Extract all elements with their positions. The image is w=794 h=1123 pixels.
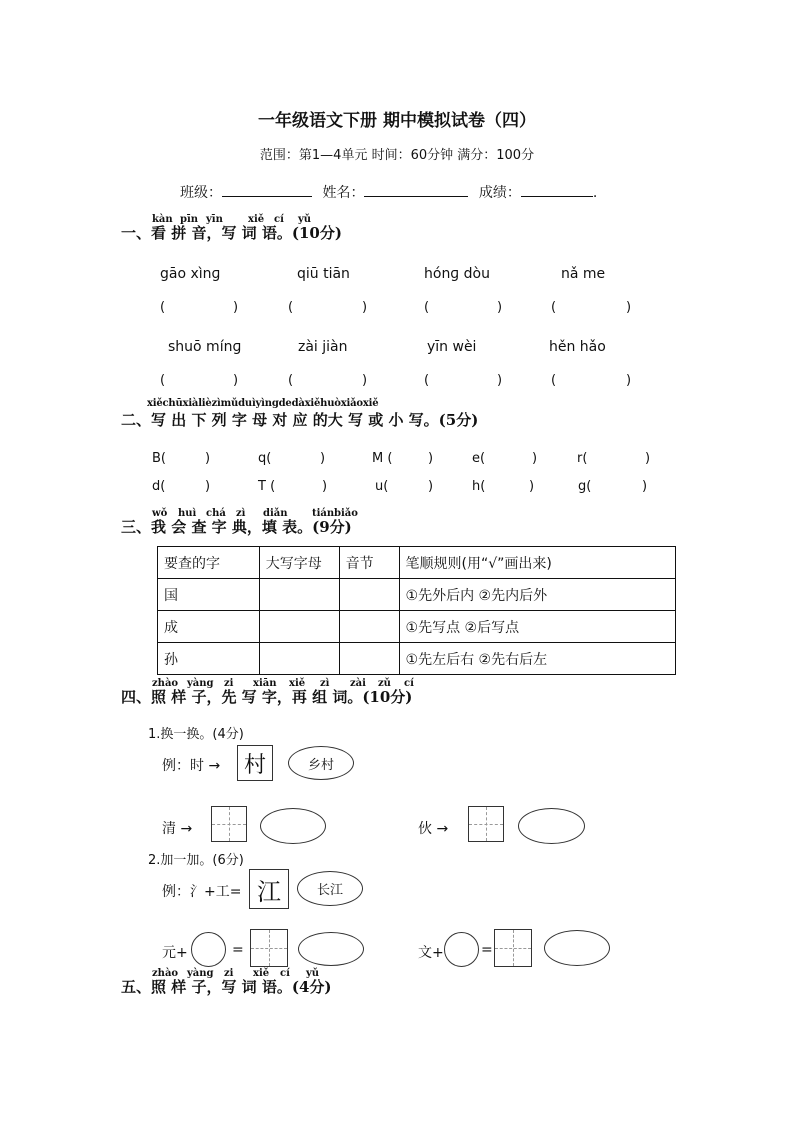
answer-oval[interactable] — [518, 808, 585, 844]
part-1-label: 1.换一换。(4分) — [148, 727, 244, 742]
answer-oval[interactable] — [298, 932, 364, 966]
heading-pinyin: zi — [224, 678, 234, 689]
exercise-item: 元+ — [162, 945, 188, 961]
heading-pinyin: yǔ — [298, 214, 312, 225]
letter-answer[interactable]: ) — [428, 479, 434, 494]
answer-paren-open: ( — [551, 300, 557, 315]
heading-pinyin: yīn — [206, 214, 223, 225]
answer-circle[interactable] — [191, 932, 226, 967]
writing-grid-box[interactable] — [468, 806, 504, 842]
heading-pinyin: xiěchūxiàlièzìmǔduìyìngdedàxiěhuòxiǎoxiě — [147, 398, 379, 409]
answer-paren-open: ( — [424, 373, 430, 388]
heading-pinyin: tián — [312, 508, 335, 519]
letter-answer[interactable]: ) — [322, 479, 328, 494]
example-char: 村 — [243, 752, 266, 778]
heading-pinyin: zì — [236, 508, 246, 519]
answer-oval[interactable] — [260, 808, 326, 844]
letter-answer[interactable]: ) — [645, 451, 651, 466]
exam-subtitle: 范围：第1—4单元 时间：60分钟 满分：100分 — [259, 148, 535, 163]
table-header-row — [158, 547, 676, 579]
heading-pinyin: zhào — [152, 968, 179, 979]
score-label: 成绩： — [478, 185, 521, 201]
table-cell-syllable[interactable] — [339, 643, 399, 675]
letter-answer[interactable]: ) — [532, 451, 538, 466]
heading-pinyin: zì — [320, 678, 330, 689]
table-cell-char: 成 — [158, 611, 260, 643]
example-char-box — [237, 745, 273, 781]
answer-paren-close[interactable]: ) — [362, 373, 368, 388]
example-char: 江 — [257, 877, 281, 906]
letter-item: h( — [472, 479, 486, 494]
equals-sign: = — [481, 942, 493, 958]
answer-paren-close[interactable]: ) — [497, 373, 503, 388]
heading-pinyin: wǒ — [152, 508, 168, 519]
letter-item: M ( — [372, 451, 393, 466]
heading-pinyin: zài — [350, 678, 366, 689]
letter-answer[interactable]: ) — [529, 479, 535, 494]
end-mark: . — [592, 185, 598, 201]
pinyin-item: qiū tiān — [297, 266, 350, 282]
table-row — [158, 611, 676, 643]
answer-paren-open: ( — [160, 373, 166, 388]
heading-pinyin: xiě — [289, 678, 306, 689]
heading-pinyin: diǎn — [263, 508, 288, 519]
heading-pinyin: cí — [280, 968, 290, 979]
part-2-label: 2.加一加。(6分) — [148, 853, 244, 868]
table-cell-stroke-rule[interactable]: ①先写点 ②后写点 — [399, 611, 675, 643]
heading-pinyin: zǔ — [378, 678, 391, 689]
section-4-heading: 四、照 样 子，先 写 字，再 组 词。(10分) — [121, 688, 413, 706]
section-2-heading: 二、写 出 下 列 字 母 对 应 的大 写 或 小 写。(5分) — [121, 411, 479, 429]
answer-paren-close[interactable]: ) — [497, 300, 503, 315]
heading-pinyin: xiě — [253, 968, 270, 979]
pinyin-item: nǎ me — [561, 266, 606, 282]
letter-item: u( — [375, 479, 389, 494]
pinyin-item: shuō mínɡ — [168, 339, 242, 355]
exercise-item: 伙 → — [418, 821, 449, 837]
letter-answer[interactable]: ) — [642, 479, 648, 494]
letter-item: B( — [152, 451, 166, 466]
example-prefix: 例：氵+工= — [162, 884, 242, 900]
table-header: 音节 — [339, 547, 399, 579]
answer-paren-close[interactable]: ) — [362, 300, 368, 315]
letter-answer[interactable]: ) — [205, 479, 211, 494]
answer-paren-open: ( — [551, 373, 557, 388]
name-label: 姓名： — [322, 185, 365, 201]
pinyin-item: gāo xìnɡ — [160, 266, 221, 282]
heading-pinyin: zhào — [152, 678, 179, 689]
answer-paren-open: ( — [160, 300, 166, 315]
class-field[interactable] — [222, 182, 312, 197]
section-1-heading: 一、看 拼 音，写 词 语。(10分) — [121, 224, 342, 242]
dictionary-table — [157, 546, 676, 675]
pinyin-item: hěn hǎo — [549, 339, 606, 355]
answer-paren-open: ( — [288, 373, 294, 388]
heading-pinyin: chá — [206, 508, 226, 519]
answer-paren-open: ( — [424, 300, 430, 315]
table-header: 要查的字 — [158, 547, 260, 579]
letter-answer[interactable]: ) — [320, 451, 326, 466]
name-field[interactable] — [364, 182, 468, 197]
writing-grid-box[interactable] — [250, 929, 288, 967]
answer-paren-close[interactable]: ) — [233, 373, 239, 388]
heading-pinyin: xiě — [248, 214, 265, 225]
heading-pinyin: cí — [274, 214, 284, 225]
score-field[interactable] — [521, 182, 593, 197]
table-cell-stroke-rule[interactable]: ①先左后右 ②先右后左 — [399, 643, 675, 675]
table-cell-char: 孙 — [158, 643, 260, 675]
table-cell-syllable[interactable] — [339, 611, 399, 643]
heading-pinyin: xiān — [253, 678, 277, 689]
heading-pinyin: kàn — [152, 214, 173, 225]
table-cell-capital[interactable] — [259, 643, 339, 675]
example-word-oval: 长江 — [297, 871, 363, 906]
answer-paren-open: ( — [288, 300, 294, 315]
table-cell-capital[interactable] — [259, 611, 339, 643]
example-prefix: 例：时 → — [162, 758, 221, 774]
section-5-heading: 五、照 样 子，写 词 语。(4分) — [121, 978, 332, 996]
example-char-box — [249, 869, 289, 909]
heading-pinyin: yǔ — [306, 968, 320, 979]
table-cell-char: 国 — [158, 579, 260, 611]
heading-pinyin: huì — [178, 508, 197, 519]
writing-grid-box[interactable] — [211, 806, 247, 842]
class-label: 班级： — [180, 185, 222, 201]
student-info — [180, 182, 597, 202]
answer-paren-close[interactable]: ) — [233, 300, 239, 315]
heading-pinyin: pīn — [180, 214, 199, 225]
letter-item: d( — [152, 479, 166, 494]
table-cell-stroke-rule[interactable]: ①先外后内 ②先内后外 — [399, 579, 675, 611]
answer-oval[interactable] — [544, 930, 610, 966]
table-cell-capital[interactable] — [259, 579, 339, 611]
pinyin-item: zài jiàn — [298, 339, 348, 355]
example-word-oval: 乡村 — [288, 746, 354, 780]
table-row — [158, 643, 676, 675]
letter-answer[interactable]: ) — [205, 451, 211, 466]
pinyin-item: yīn wèi — [427, 339, 477, 355]
writing-grid-box[interactable] — [494, 929, 532, 967]
equals-sign: = — [232, 942, 244, 958]
letter-item: e( — [472, 451, 486, 466]
letter-item: g( — [578, 479, 592, 494]
heading-pinyin: zi — [224, 968, 234, 979]
section-3-heading: 三、我 会 查 字 典，填 表。(9分) — [121, 518, 352, 536]
table-header: 笔顺规则(用“√”画出来) — [399, 547, 675, 579]
letter-item: r( — [577, 451, 588, 466]
page-title: 一年级语文下册 期中模拟试卷（四） — [258, 111, 536, 131]
table-header: 大写字母 — [259, 547, 339, 579]
answer-paren-close[interactable]: ) — [626, 300, 632, 315]
heading-pinyin: yàng — [187, 968, 214, 979]
table-cell-syllable[interactable] — [339, 579, 399, 611]
heading-pinyin: biǎo — [334, 508, 358, 519]
letter-answer[interactable]: ) — [428, 451, 434, 466]
heading-pinyin: cí — [404, 678, 414, 689]
pinyin-item: hónɡ dòu — [424, 266, 490, 282]
letter-item: q( — [258, 451, 272, 466]
answer-circle[interactable] — [444, 932, 479, 967]
table-row — [158, 579, 676, 611]
answer-paren-close[interactable]: ) — [626, 373, 632, 388]
exercise-item: 清 → — [162, 821, 193, 837]
exercise-item: 文+ — [418, 945, 444, 961]
letter-item: T ( — [258, 479, 276, 494]
heading-pinyin: yàng — [187, 678, 214, 689]
